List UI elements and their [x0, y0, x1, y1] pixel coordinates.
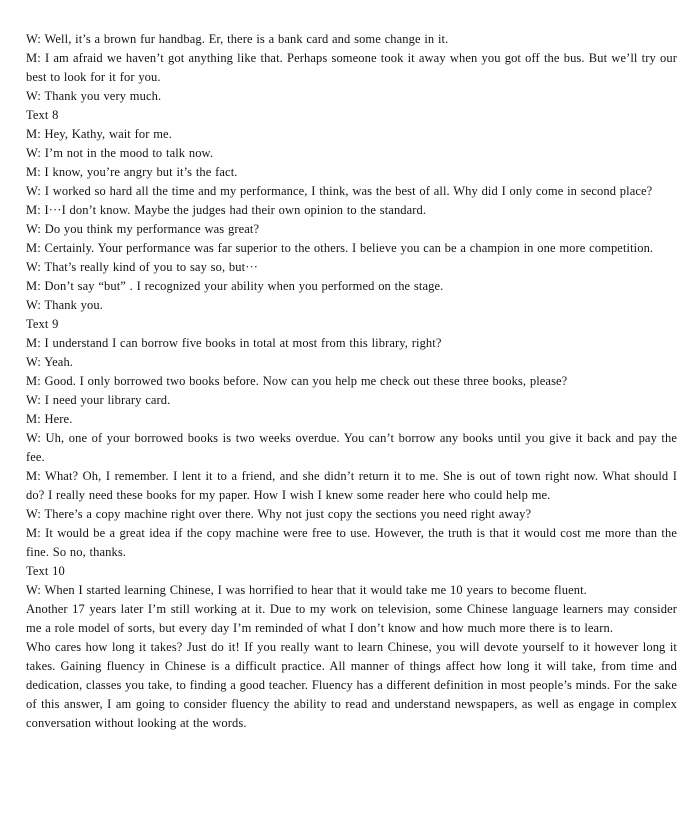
transcript-paragraph: W: Thank you. [26, 298, 103, 312]
transcript-paragraph: M: I···I don’t know. Maybe the judges had their own opinion to the standard. [26, 203, 427, 217]
transcript-paragraph: M: Don’t say “but” . I recognized your ability when you performed on the stage. [26, 279, 444, 293]
transcript-paragraph: W: When I started learning Chinese, I was horrified to hear that it would take me 10 years to become fluent. [26, 583, 587, 597]
transcript-paragraph: Who cares how long it takes? Just do it! If you really want to learn Chinese, you will devote yourself to it however long it takes. Gaining fluency in Chinese is a difficult practice. All manner of things affect how long it will take, from time and dedication, classes you take, to finding a good teacher. Fluency has a different definition in most people’s minds. For the sake of this answer, I am going to consider fluency the ability to read and understand newspapers, as well as engage in complex conversation without looking at the words. [26, 640, 677, 730]
transcript-paragraph: M: Good. I only borrowed two books before. Now can you help me check out these three books, please? [26, 374, 568, 388]
transcript-section-heading: Text 10 [26, 564, 65, 578]
transcript-paragraph: W: Well, it’s a brown fur handbag. Er, there is a bank card and some change in it. [26, 32, 449, 46]
transcript-paragraph: M: I am afraid we haven’t got anything like that. Perhaps someone took it away when you got off the bus. But we’ll try our best to look for it for you. [26, 51, 677, 84]
transcript-paragraph: M: I know, you’re angry but it’s the fact. [26, 165, 238, 179]
transcript-paragraph: W: I worked so hard all the time and my performance, I think, was the best of all. Why did I only come in second place? [26, 184, 653, 198]
transcript-paragraph: W: I’m not in the mood to talk now. [26, 146, 214, 160]
transcript-paragraph: W: Uh, one of your borrowed books is two weeks overdue. You can’t borrow any books until you give it back and pay the fee. [26, 431, 677, 464]
transcript-paragraph: W: Do you think my performance was great? [26, 222, 260, 236]
transcript-paragraph: M: It would be a great idea if the copy machine were free to use. However, the truth is that it would cost me more than the fine. So no, thanks. [26, 526, 677, 559]
transcript-section-heading: Text 8 [26, 108, 59, 122]
transcript-paragraph: W: I need your library card. [26, 393, 171, 407]
transcript-paragraph: Another 17 years later I’m still working at it. Due to my work on television, some Chinese language learners may consider me a role model of sorts, but every day I’m reminded of what I don’t know and how much more there is to learn. [26, 602, 677, 635]
transcript-paragraph: M: Certainly. Your performance was far superior to the others. I believe you can be a champion in one more competition. [26, 241, 654, 255]
transcript-paragraph: M: Here. [26, 412, 73, 426]
transcript-section-heading: Text 9 [26, 317, 59, 331]
transcript-paragraph: M: I understand I can borrow five books in total at most from this library, right? [26, 336, 442, 350]
transcript-paragraph: W: There’s a copy machine right over there. Why not just copy the sections you need right away? [26, 507, 532, 521]
transcript-paragraph: W: That’s really kind of you to say so, but··· [26, 260, 258, 274]
transcript-paragraph: M: Hey, Kathy, wait for me. [26, 127, 172, 141]
transcript-paragraph: W: Yeah. [26, 355, 74, 369]
transcript-paragraph: M: What? Oh, I remember. I lent it to a friend, and she didn’t return it to me. She is out of town right now. What should I do? I really need these books for my paper. How I wish I knew some reader here who could help me. [26, 469, 677, 502]
transcript-paragraph: W: Thank you very much. [26, 89, 162, 103]
